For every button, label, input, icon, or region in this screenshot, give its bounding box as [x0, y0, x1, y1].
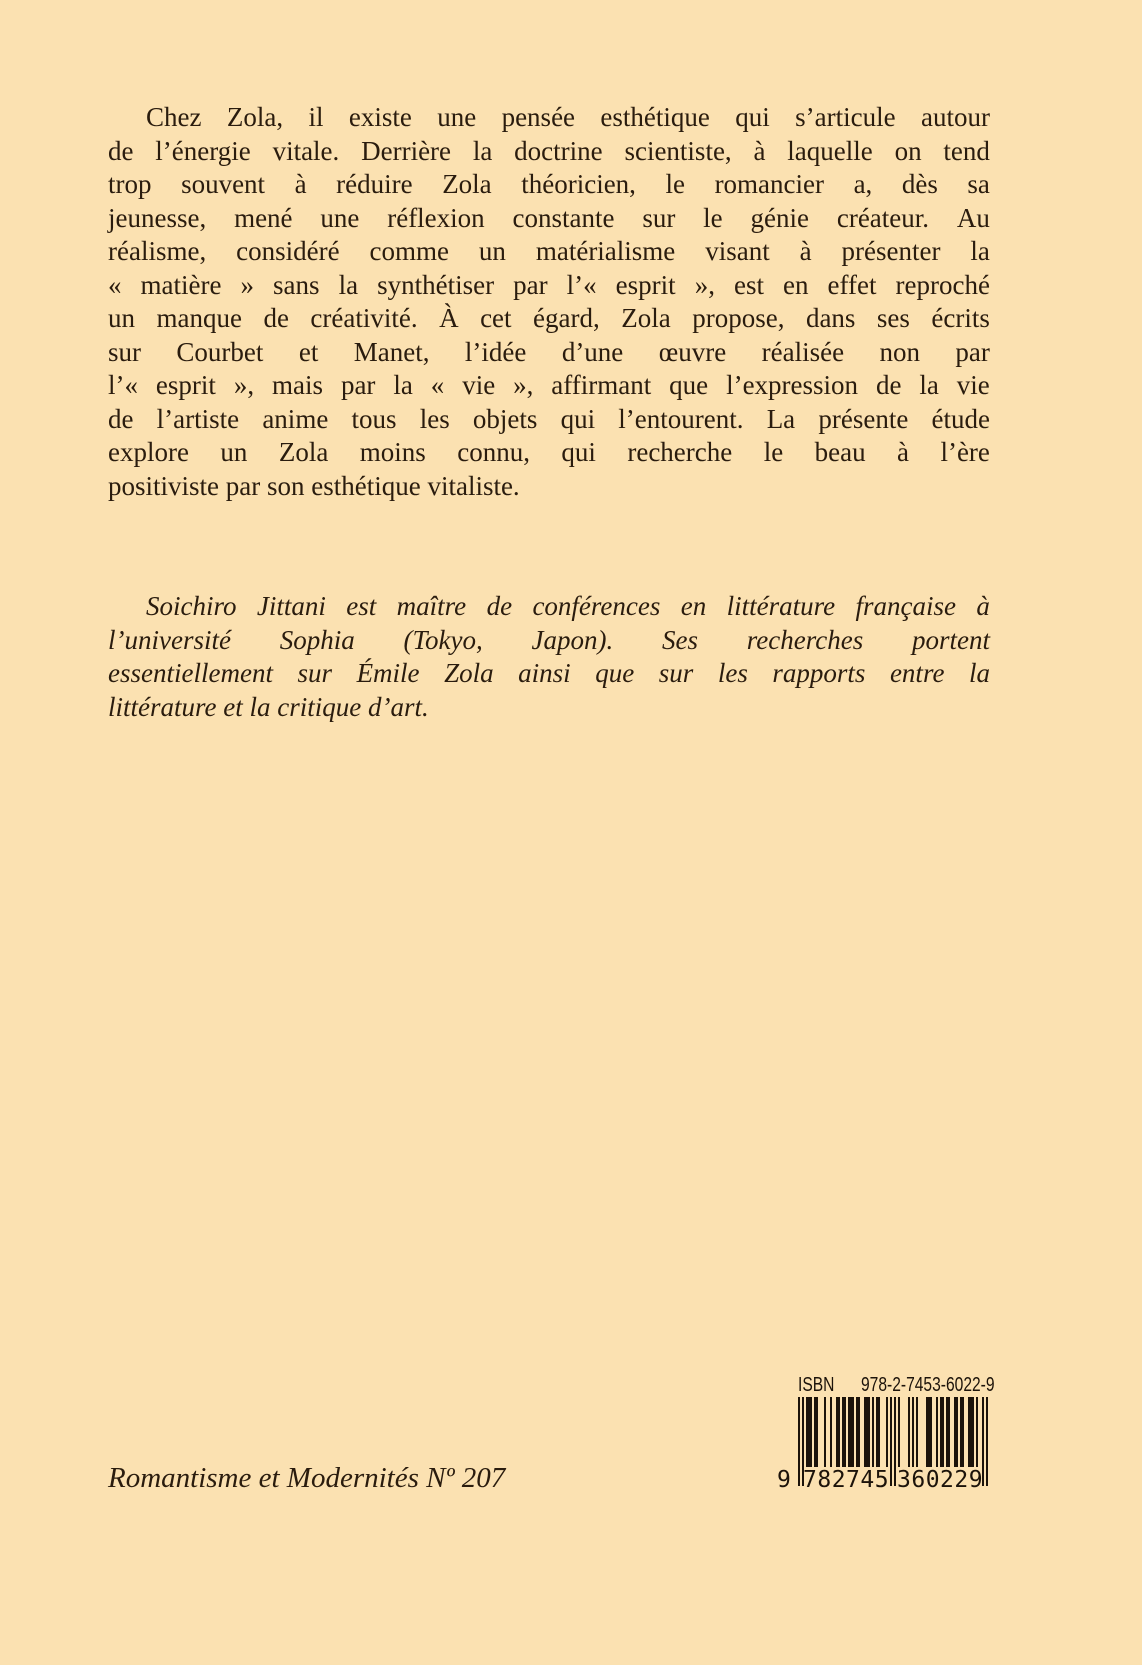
- text-line: « matière » sans la synthétiser par l’« esprit », est en effet reproché: [108, 269, 990, 300]
- isbn-label: ISBN: [798, 1374, 835, 1396]
- text-line: sur Courbet et Manet, l’idée d’une œuvre réalisée non par: [108, 336, 990, 367]
- ean-left-digits: 782745: [803, 1467, 890, 1493]
- text-line: essentiellement sur Émile Zola ainsi que sur les rapports entre la: [108, 658, 990, 688]
- isbn-row: [798, 1374, 995, 1396]
- isbn-number: 978-2-7453-6022-9: [860, 1374, 995, 1396]
- ean-right-digits: 360229: [897, 1467, 984, 1493]
- text-line: de l’énergie vitale. Derrière la doctrine scientiste, à laquelle on tend: [108, 135, 990, 166]
- text-line: positiviste par son esthétique vitaliste.: [108, 470, 520, 501]
- text-line: l’« esprit », mais par la « vie », affirmant que l’expression de la vie: [108, 370, 990, 400]
- text-line: explore un Zola moins connu, qui recherche le beau à l’ère: [108, 437, 990, 467]
- text-line: l’université Sophia (Tokyo, Japon). Ses recherches portent: [108, 624, 990, 655]
- ean-prefix-digit: 9: [777, 1467, 791, 1493]
- text-line: jeunesse, mené une réflexion constante sur le génie créateur. Au: [108, 202, 990, 233]
- synopsis-paragraph: [108, 101, 990, 503]
- text-line: Soichiro Jittani est maître de conférences en littérature française à: [146, 591, 990, 621]
- text-line: trop souvent à réduire Zola théoricien, le romancier a, dès sa: [108, 169, 990, 199]
- isbn-barcode-block: [774, 1374, 1004, 1499]
- series-title: Romantisme et Modernités Nº 207: [108, 1462, 506, 1494]
- text-line: réalisme, considéré comme un matérialisme visant à présenter la: [108, 236, 990, 266]
- text-line: de l’artiste anime tous les objets qui l’entourent. La présente étude: [108, 403, 990, 434]
- text-line: littérature et la critique d’art.: [108, 691, 429, 722]
- text-line: Chez Zola, il existe une pensée esthétique qui s’articule autour: [146, 102, 990, 132]
- text-line: un manque de créativité. À cet égard, Zola propose, dans ses écrits: [108, 303, 990, 333]
- author-bio-paragraph: [108, 590, 990, 724]
